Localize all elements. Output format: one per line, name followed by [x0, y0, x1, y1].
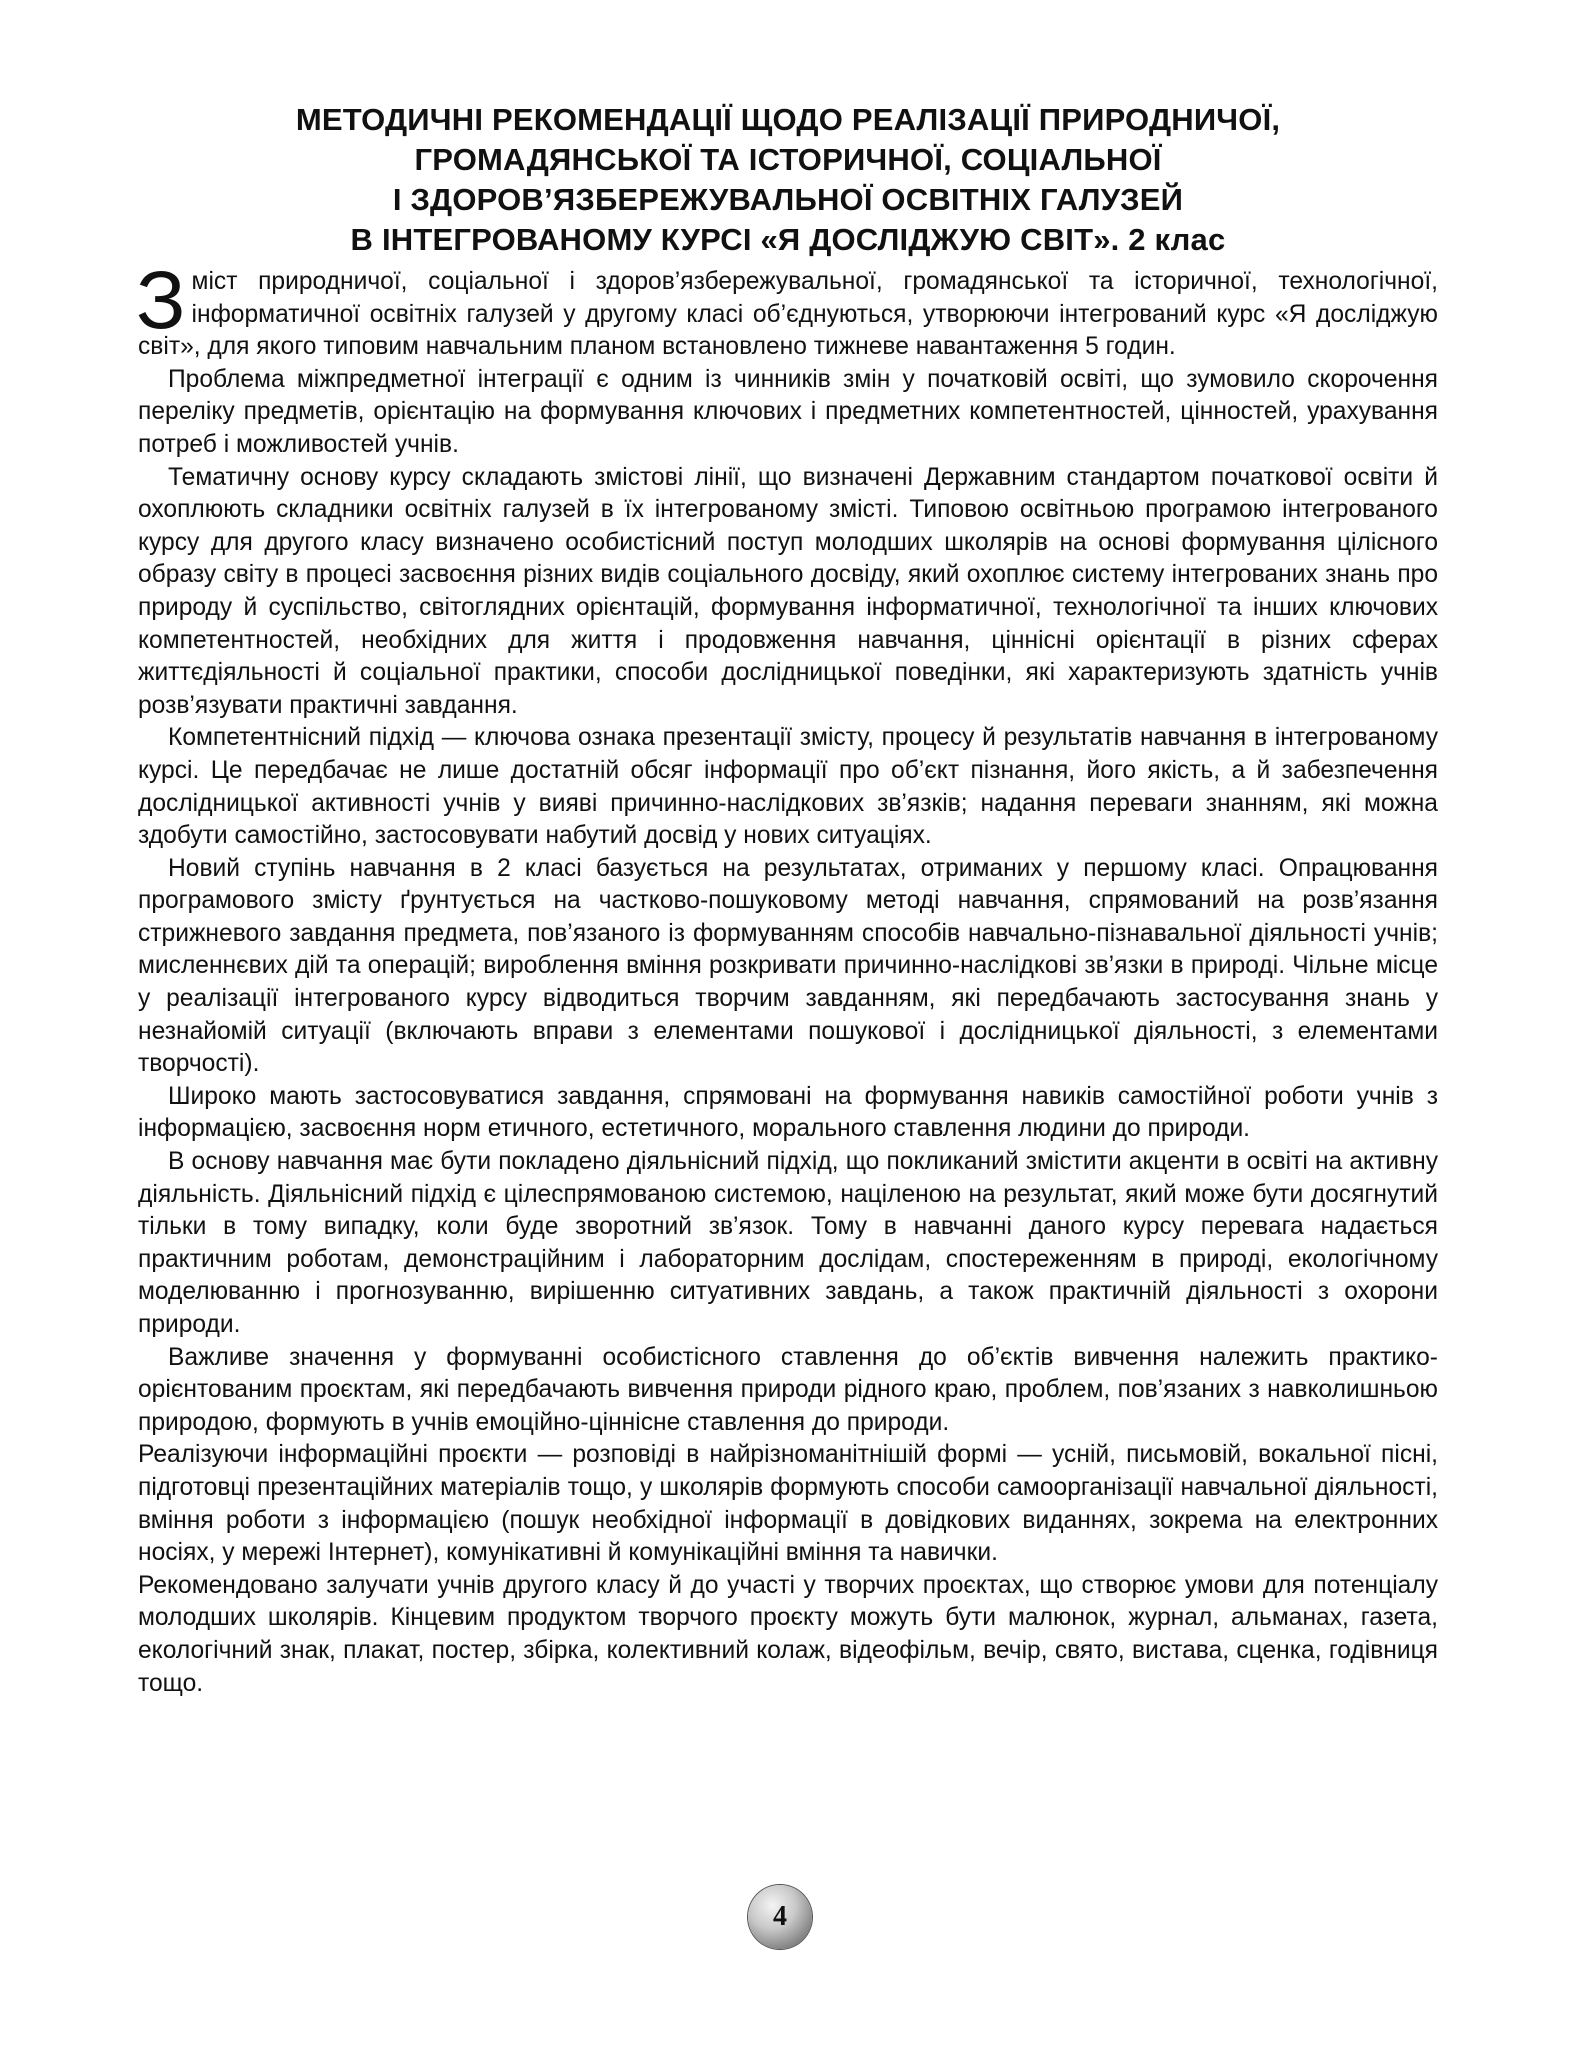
paragraph-10: Рекомендовано залучати учнів другого класу й до участі у творчих проєктах, що створює умови для потенціалу молодших школярів. Кінцевим продуктом творчого проєкту можуть бути малюнок, журнал, альманах, газета, екологічний знак, плакат, постер, збірка, колективний колаж, відеофільм, вечір, свято, вистава, сценка, годівниця тощо.: [138, 1571, 1438, 1697]
body-text: [136, 255, 1438, 1700]
title-line-3: І ЗДОРОВ’ЯЗБЕРЕЖУВАЛЬНОЇ ОСВІТНІХ ГАЛУЗЕЙ: [392, 182, 1184, 217]
page-number-badge: [748, 1885, 812, 1949]
title-line-2: ГРОМАДЯНСЬКОЇ ТА ІСТОРИЧНОЇ, СОЦІАЛЬНОЇ: [414, 142, 1162, 177]
paragraph-1: [136, 255, 1438, 364]
paragraph-8: Важливе значення у формуванні особистісного ставлення до об’єктів вивчення належить практико-орієнтованим проєктам, які передбачають вивчення природи рідного краю, проблем, пов’язаних з навколишньою природою, формують в учнів емоційно-ціннісне ставлення до природи.: [138, 1343, 1438, 1436]
document-title: [138, 100, 1438, 260]
paragraph-9: Реалізуючи інформаційні проєкти — розповіді в найрізноманітнішій формі — усній, письмовій, вокальної пісні, підготовці презентаційних матеріалів тощо, у школярів формують способи самоорганізації навчальної діяльності, вміння роботи з інформацією (пошук необхідної інформації в довідкових виданнях, зокрема на електронних носіях, у мережі Інтернет), комунікативні й комунікаційні вміння та навички.: [138, 1441, 1438, 1567]
paragraph-1-text: міст природничої, соціальної і здоров’язбережувальної, громадянської та історичної, технологічної, інформатичної освітніх галузей у другому класі об’єднуються, утворюючи інтегрований курс «Я досліджую світ», для якого типовим навчальним планом встановлено тижневе навантаження 5 годин.: [138, 268, 1438, 361]
paragraph-3: Тематичну основу курсу складають змістові лінії, що визначені Державним стандартом початкової освіти й охоплюють складники освітніх галузей в їх інтегрованому змісті. Типовою освітньою програмою інтегрованого курсу для другого класу визначено особистісний поступ молодших школярів на основі формування цілісного образу світу в процесі засвоєння різних видів соціального досвіду, який охоплює систему інтегрованих знань про природу й суспільство, світоглядних орієнтацій, формування інформатичної, технологічної та інших ключових компетентностей, необхідних для життя і продовження навчання, ціннісні орієнтації в різних сферах життєдіяльності й соціальної практики, способи дослідницької поведінки, які характеризують здатність учнів розв’язувати практичні завдання.: [138, 463, 1438, 719]
paragraph-7: В основу навчання має бути покладено діяльнісний підхід, що покликаний змістити акценти в освіті на активну діяльність. Діяльнісний підхід є цілеспрямованою системою, націленою на результат, який може бути досягнутий тільки в тому випадку, коли буде зворотний зв’язок. Тому в навчанні даного курсу перевага надається практичним роботам, демонстраційним і лабораторним дослідам, спостереженням в природі, екологічному моделюванню і прогнозуванню, вирішенню ситуативних завдань, а також практичній діяльності з охорони природи.: [138, 1148, 1438, 1338]
title-line-4: В ІНТЕГРОВАНОМУ КУРСІ «Я ДОСЛІДЖУЮ СВІТ». 2 клас: [350, 222, 1226, 257]
title-line-1: МЕТОДИЧНІ РЕКОМЕНДАЦІЇ ЩОДО РЕАЛІЗАЦІЇ ПРИРОДНИЧОЇ,: [295, 102, 1281, 137]
paragraph-4: Компетентнісний підхід — ключова ознака презентації змісту, процесу й результатів навчання в інтегрованому курсі. Це передбачає не лише достатній обсяг інформації про об’єкт пізнання, його якість, а й забезпечення дослідницької активності учнів у вияві причинно-наслідкових зв’язків; надання переваги знанням, які можна здобути самостійно, застосовувати набутий досвід у нових ситуаціях.: [138, 724, 1438, 850]
document-page: [138, 100, 1438, 1700]
page-number: 4: [773, 1901, 787, 1932]
paragraph-5: Новий ступінь навчання в 2 класі базується на результатах, отриманих у першому класі. Опрацювання програмового змісту ґрунтується на частково-пошуковому методі навчання, спрямований на розв’язання стрижневого завдання предмета, пов’язаного із формуванням способів навчально-пізнавальної діяльності учнів; мисленнєвих дій та операцій; вироблення вміння розкривати причинно-наслідкові зв’язки в природі. Чільне місце у реалізації інтегрованого курсу відводиться творчим завданням, які передбачають застосування знань у незнайомій ситуації (включають вправи з елементами пошукової і дослідницької діяльності, з елементами творчості).: [138, 854, 1438, 1078]
paragraph-2: Проблема міжпредметної інтеграції є одним із чинників змін у початковій освіті, що зумовило скорочення переліку предметів, орієнтацію на формування ключових і предметних компетентностей, цінностей, урахування потреб і можливостей учнів.: [138, 365, 1438, 458]
paragraph-6: Широко мають застосовуватися завдання, спрямовані на формування навиків самостійної роботи учнів з інформацією, засвоєння норм етичного, естетичного, морального ставлення людини до природи.: [138, 1082, 1438, 1143]
drop-cap: З: [136, 255, 186, 346]
